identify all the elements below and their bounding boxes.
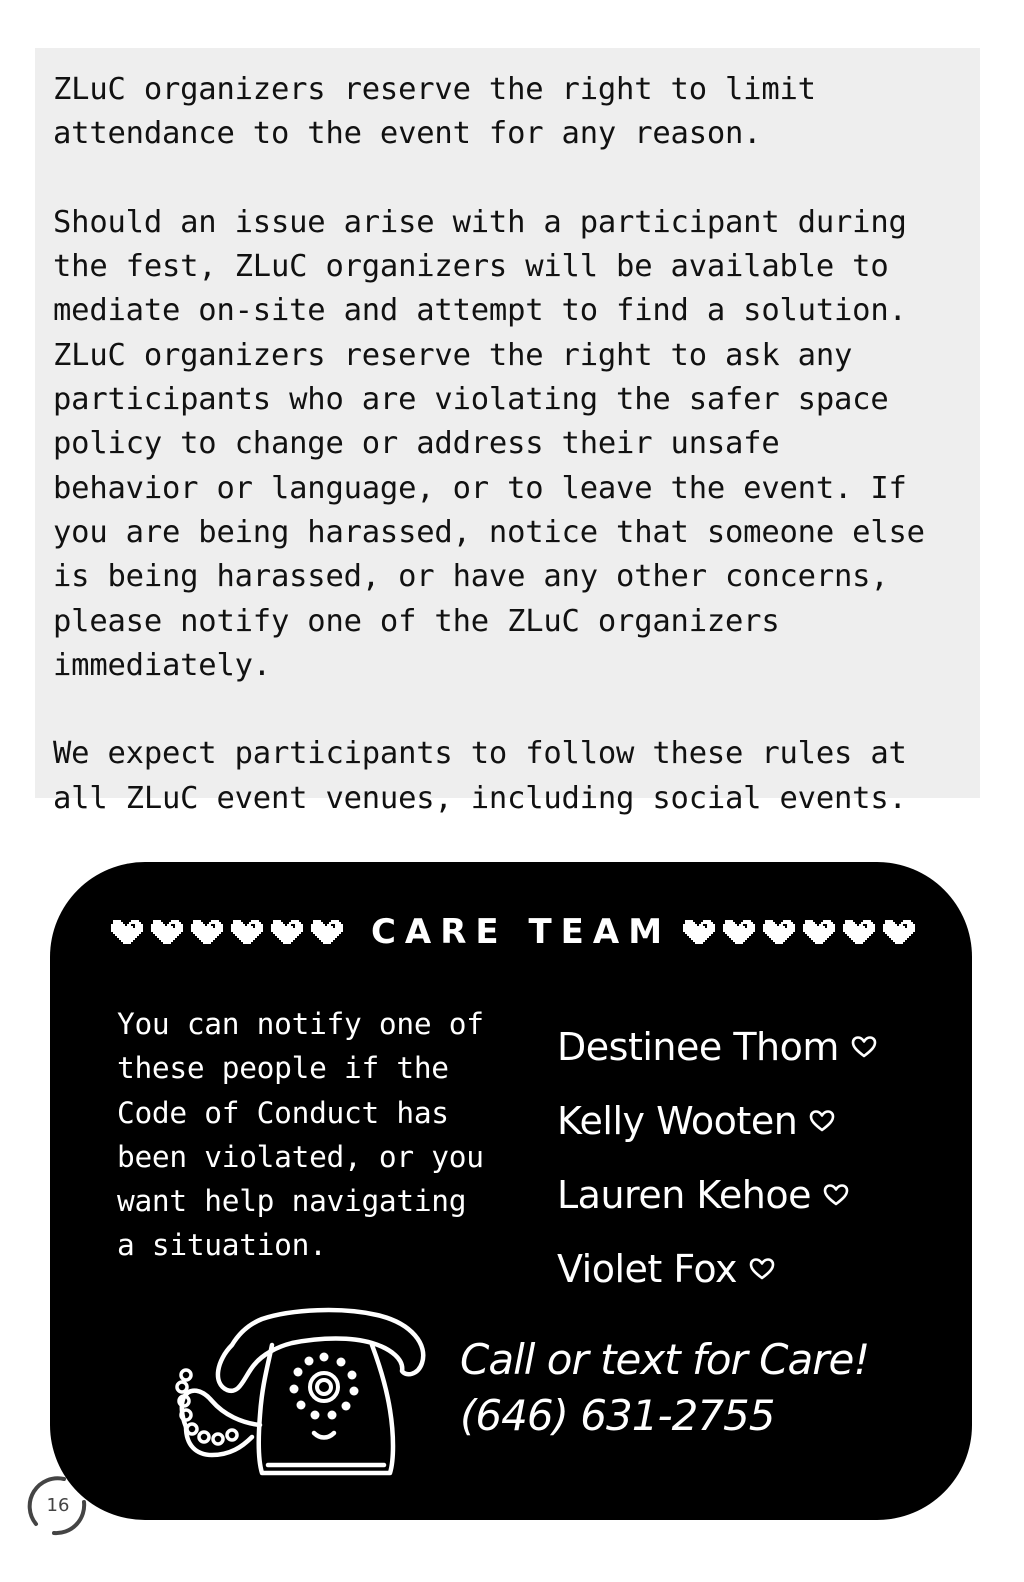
care-team-title: CARE TEAM bbox=[370, 912, 672, 952]
pixel-heart-icon bbox=[269, 920, 303, 944]
pixel-heart-icon bbox=[681, 920, 715, 944]
pixel-heart-icon bbox=[761, 920, 795, 944]
pixel-heart-icon bbox=[721, 920, 755, 944]
policy-paragraph-3: We expect participants to follow these rules at all ZLuC event venues, including social events. bbox=[53, 736, 907, 816]
member-item bbox=[557, 1010, 877, 1084]
member-item bbox=[557, 1232, 877, 1306]
heart-outline-icon bbox=[851, 1035, 877, 1059]
page-number-label: 16 bbox=[46, 1495, 70, 1516]
page-number bbox=[24, 1472, 92, 1540]
phone-number[interactable]: (646) 631-2755 bbox=[460, 1391, 775, 1440]
care-team-members bbox=[557, 1010, 877, 1306]
rotary-phone-icon bbox=[172, 1305, 430, 1480]
pixel-heart-icon bbox=[149, 920, 183, 944]
pixel-heart-icon bbox=[309, 920, 343, 944]
member-name: Destinee Thom bbox=[557, 1025, 839, 1069]
policy-text bbox=[53, 68, 983, 865]
left-hearts bbox=[109, 920, 343, 944]
pixel-heart-icon bbox=[801, 920, 835, 944]
call-block bbox=[460, 1332, 869, 1444]
heart-outline-icon bbox=[749, 1257, 775, 1281]
care-team-description: You can notify one of these people if the Code of Conduct has been violated, or you want help navigating a situation. bbox=[117, 1007, 484, 1263]
care-team-header bbox=[0, 910, 1024, 954]
heart-outline-icon bbox=[809, 1109, 835, 1133]
pixel-heart-icon bbox=[881, 920, 915, 944]
member-name: Lauren Kehoe bbox=[557, 1173, 811, 1217]
member-item bbox=[557, 1158, 877, 1232]
member-item bbox=[557, 1084, 877, 1158]
pixel-heart-icon bbox=[229, 920, 263, 944]
pixel-heart-icon bbox=[189, 920, 223, 944]
heart-outline-icon bbox=[823, 1183, 849, 1207]
member-name: Violet Fox bbox=[557, 1247, 737, 1291]
call-line: Call or text for Care! bbox=[460, 1335, 870, 1384]
pixel-heart-icon bbox=[841, 920, 875, 944]
pixel-heart-icon bbox=[109, 920, 143, 944]
right-hearts bbox=[681, 920, 915, 944]
policy-paragraph-1: ZLuC organizers reserve the right to limit attendance to the event for any reason. bbox=[53, 72, 816, 152]
policy-paragraph-2: Should an issue arise with a participant during the fest, ZLuC organizers will be available to mediate on-site and attempt to find a solution. ZLuC organizers reserve the right to ask any participants who are violating the safer space policy to change or address their unsafe behavior or language, or to leave the event. If you are being harassed, notice that someone else is being harassed, or have any other concerns, please notify one of the ZLuC organizers immediately. bbox=[53, 204, 925, 683]
member-name: Kelly Wooten bbox=[557, 1099, 798, 1143]
